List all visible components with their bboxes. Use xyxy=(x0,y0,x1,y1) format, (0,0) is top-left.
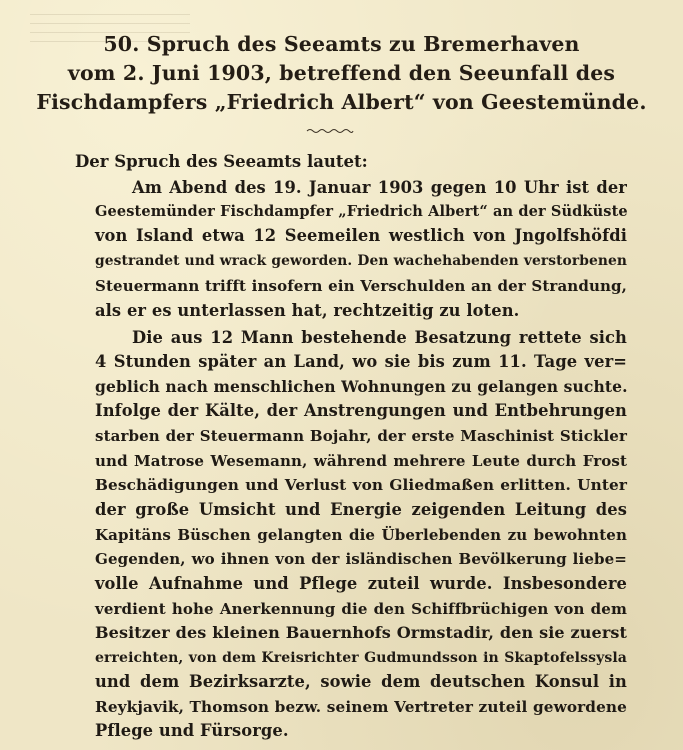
paragraph-line: und dem Bezirksarzte, sowie dem deutschen Konsul in xyxy=(95,672,627,691)
ornament-divider xyxy=(306,128,354,134)
paragraph-line: Besitzer des kleinen Bauernhofs Ormstadir, den sie zuerst xyxy=(95,623,627,642)
intro-line: Der Spruch des Seeamts lautet: xyxy=(75,152,368,171)
title-line-1: 50. Spruch des Seeamts zu Bremerhaven xyxy=(103,32,580,56)
paragraph-line: Pflege und Fürsorge. xyxy=(95,721,289,740)
paragraph-line: der große Umsicht und Energie zeigenden Leitung des xyxy=(95,500,627,519)
paragraph-line: verdient hohe Anerkennung die den Schiffbrüchigen von dem xyxy=(95,600,627,618)
paragraph-line: Reykjavik, Thomson bezw. seinem Vertreter zuteil gewordene xyxy=(95,698,627,716)
paragraph-line: gestrandet und wrack geworden. Den wachehabenden verstorbenen xyxy=(95,253,627,269)
paragraph-line: geblich nach menschlichen Wohnungen zu gelangen suchte. xyxy=(95,377,628,396)
paragraph-line: volle Aufnahme und Pflege zuteil wurde. Insbesondere xyxy=(95,574,627,593)
paragraph-line: als er es unterlassen hat, rechtzeitig zu loten. xyxy=(95,301,520,320)
paragraph-line: von Island etwa 12 Seemeilen westlich von Jngolfshöfdi xyxy=(95,226,627,245)
paragraph-line: Infolge der Kälte, der Anstrengungen und Entbehrungen xyxy=(95,401,627,420)
paragraph-line: erreichten, von dem Kreisrichter Gudmundsson in Skaptofelssysla xyxy=(95,650,627,666)
paragraph-line: Geestemünder Fischdampfer „Friedrich Albert“ an der Südküste xyxy=(95,203,628,220)
paragraph-line: 4 Stunden später an Land, wo sie bis zum 11. Tage ver= xyxy=(95,352,627,371)
paragraph-line: und Matrose Wesemann, während mehrere Leute durch Frost xyxy=(95,452,627,470)
paragraph-line: Beschädigungen und Verlust von Gliedmaßen erlitten. Unter xyxy=(95,476,627,494)
title-line-3: Fischdampfers „Friedrich Albert“ von Geestemünde. xyxy=(36,90,647,114)
paragraph-line: Gegenden, wo ihnen von der isländischen Bevölkerung liebe= xyxy=(95,550,627,568)
paragraph-line: Am Abend des 19. Januar 1903 gegen 10 Uhr ist der xyxy=(132,178,627,197)
title-line-2: vom 2. Juni 1903, betreffend den Seeunfall des xyxy=(67,61,616,85)
paragraph-line: Kapitäns Büschen gelangten die Überlebenden zu bewohnten xyxy=(95,526,627,544)
paragraph-line: Steuermann trifft insofern ein Verschulden an der Strandung, xyxy=(95,277,627,295)
paragraph-line: Die aus 12 Mann bestehende Besatzung rettete sich xyxy=(132,328,627,347)
paragraph-line: starben der Steuermann Bojahr, der erste Maschinist Stickler xyxy=(95,427,627,445)
